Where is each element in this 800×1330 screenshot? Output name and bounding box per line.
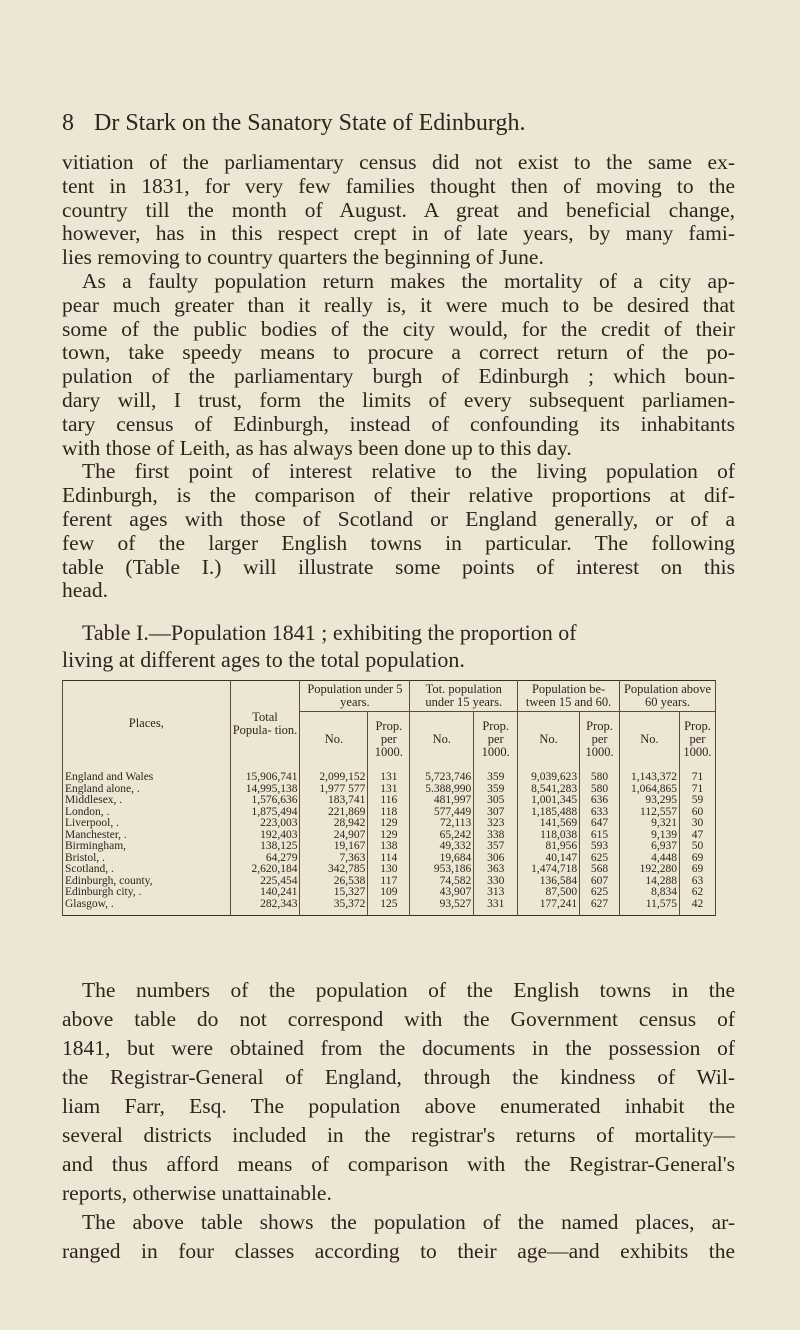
proportion-cell: 60 <box>679 807 715 819</box>
proportion-cell: 359 <box>474 784 518 796</box>
proportion-cell: 129 <box>368 818 410 830</box>
proportion-cell: 568 <box>580 864 620 876</box>
table-row <box>63 818 716 830</box>
number-cell: 1,143,372 <box>620 766 680 784</box>
number-cell: 481,997 <box>410 795 474 807</box>
text-line: above table do not correspond with the Government census of <box>62 1007 735 1031</box>
proportion-cell: 47 <box>679 830 715 842</box>
number-cell: 9,321 <box>620 818 680 830</box>
proportion-cell: 331 <box>474 899 518 916</box>
number-cell: 72,113 <box>410 818 474 830</box>
number-cell: 4,448 <box>620 853 680 865</box>
proportion-cell: 305 <box>474 795 518 807</box>
header-15-to-60: Population be- tween 15 and 60. <box>518 681 620 712</box>
proportion-cell: 625 <box>580 887 620 899</box>
subheader-prop: Prop. per 1000. <box>368 712 410 767</box>
proportion-cell: 636 <box>580 795 620 807</box>
number-cell: 87,500 <box>518 887 580 899</box>
proportion-cell: 330 <box>474 876 518 888</box>
number-cell: 11,575 <box>620 899 680 916</box>
proportion-cell: 306 <box>474 853 518 865</box>
number-cell: 1,875,494 <box>230 807 300 819</box>
subheader-no: No. <box>620 712 680 767</box>
place-name: Liverpool, . <box>63 818 231 830</box>
table-title-line-1: Table I.—Population 1841 ; exhibiting the proportion of <box>82 620 577 645</box>
number-cell: 14,995,138 <box>230 784 300 796</box>
table-row <box>63 864 716 876</box>
text-line: several districts included in the registrar's returns of mortality— <box>62 1123 735 1147</box>
number-cell: 6,937 <box>620 841 680 853</box>
header-total-population: Total Popula- tion. <box>230 681 300 767</box>
text-line: country till the month of August. A great and beneficial change, <box>62 197 735 222</box>
proportion-cell: 125 <box>368 899 410 916</box>
proportion-cell: 313 <box>474 887 518 899</box>
text-line: reports, otherwise unattainable. <box>62 1181 332 1205</box>
proportion-cell: 627 <box>580 899 620 916</box>
number-cell: 136,584 <box>518 876 580 888</box>
header-under-5: Population under 5 years. <box>300 681 410 712</box>
text-line: table (Table I.) will illustrate some points of interest on this <box>62 554 735 579</box>
proportion-cell: 59 <box>679 795 715 807</box>
text-line: head. <box>62 578 108 603</box>
number-cell: 223,003 <box>230 818 300 830</box>
text-line: The above table shows the population of the named places, ar- <box>82 1210 735 1234</box>
text-line: dary will, I trust, form the limits of every subsequent parliamen- <box>62 388 735 412</box>
number-cell: 64,279 <box>230 853 300 865</box>
proportion-cell: 109 <box>368 887 410 899</box>
number-cell: 192,280 <box>620 864 680 876</box>
header-under-15: Tot. population under 15 years. <box>410 681 518 712</box>
proportion-cell: 647 <box>580 818 620 830</box>
proportion-cell: 129 <box>368 830 410 842</box>
subheader-no: No. <box>518 712 580 767</box>
number-cell: 1,977 577 <box>300 784 368 796</box>
table-row <box>63 841 716 853</box>
proportion-cell: 71 <box>679 784 715 796</box>
number-cell: 1,064,865 <box>620 784 680 796</box>
subheader-prop: Prop. per 1000. <box>474 712 518 767</box>
number-cell: 9,039,623 <box>518 766 580 784</box>
number-cell: 81,956 <box>518 841 580 853</box>
proportion-cell: 62 <box>679 887 715 899</box>
number-cell: 1,576,636 <box>230 795 300 807</box>
text-line: Edinburgh, is the comparison of their relative proportions at dif- <box>62 483 735 508</box>
header-above-60: Population above 60 years. <box>620 681 716 712</box>
number-cell: 577,449 <box>410 807 474 819</box>
number-cell: 9,139 <box>620 830 680 842</box>
number-cell: 35,372 <box>300 899 368 916</box>
proportion-cell: 625 <box>580 853 620 865</box>
number-cell: 282,343 <box>230 899 300 916</box>
text-line: pear much greater than it really is, it were much to be desired that <box>62 292 735 317</box>
text-line: The numbers of the population of the English towns in the <box>82 978 735 1002</box>
proportion-cell: 130 <box>368 864 410 876</box>
number-cell: 26,538 <box>300 876 368 888</box>
proportion-cell: 359 <box>474 766 518 784</box>
place-name: Scotland, . <box>63 864 231 876</box>
proportion-cell: 50 <box>679 841 715 853</box>
proportion-cell: 357 <box>474 841 518 853</box>
table-row <box>63 899 716 916</box>
text-line: tary census of Edinburgh, instead of confounding its inhabitants <box>62 411 735 436</box>
proportion-cell: 116 <box>368 795 410 807</box>
running-title: Dr Stark on the Sanatory State of Edinburgh. <box>94 110 526 136</box>
number-cell: 177,241 <box>518 899 580 916</box>
proportion-cell: 30 <box>679 818 715 830</box>
number-cell: 1,001,345 <box>518 795 580 807</box>
proportion-cell: 71 <box>679 766 715 784</box>
proportion-cell: 593 <box>580 841 620 853</box>
proportion-cell: 131 <box>368 766 410 784</box>
text-line: liam Farr, Esq. The population above enumerated inhabit the <box>62 1094 735 1118</box>
population-table <box>62 680 716 916</box>
number-cell: 118,038 <box>518 830 580 842</box>
proportion-cell: 114 <box>368 853 410 865</box>
text-line: The first point of interest relative to the living population of <box>82 459 735 484</box>
proportion-cell: 138 <box>368 841 410 853</box>
text-line: and thus afford means of comparison with the Registrar-General's <box>62 1152 735 1176</box>
proportion-cell: 69 <box>679 853 715 865</box>
place-name: London, . <box>63 807 231 819</box>
number-cell: 140,241 <box>230 887 300 899</box>
text-line: some of the public bodies of the city would, for the credit of their <box>62 316 735 341</box>
proportion-cell: 580 <box>580 784 620 796</box>
place-name: Bristol, . <box>63 853 231 865</box>
place-name: Edinburgh, county, <box>63 876 231 888</box>
text-line: ferent ages with those of Scotland or England generally, or of a <box>62 507 735 531</box>
subheader-no: No. <box>410 712 474 767</box>
number-cell: 1,185,488 <box>518 807 580 819</box>
table-row <box>63 795 716 807</box>
place-name: Manchester, . <box>63 830 231 842</box>
number-cell: 43,907 <box>410 887 474 899</box>
number-cell: 183,741 <box>300 795 368 807</box>
number-cell: 8,834 <box>620 887 680 899</box>
table-row <box>63 887 716 899</box>
number-cell: 5.388,990 <box>410 784 474 796</box>
number-cell: 138,125 <box>230 841 300 853</box>
number-cell: 40,147 <box>518 853 580 865</box>
text-line: with those of Leith, as has always been done up to this day. <box>62 435 572 460</box>
number-cell: 342,785 <box>300 864 368 876</box>
text-line: the Registrar-General of England, through the kindness of Wil- <box>62 1065 735 1089</box>
place-name: Glasgow, . <box>63 899 231 916</box>
text-line: lies removing to country quarters the beginning of June. <box>62 245 544 270</box>
number-cell: 7,363 <box>300 853 368 865</box>
number-cell: 192,403 <box>230 830 300 842</box>
table-title-line-2: living at different ages to the total population. <box>62 647 465 672</box>
proportion-cell: 118 <box>368 807 410 819</box>
subheader-no: No. <box>300 712 368 767</box>
text-line: 1841, but were obtained from the documents in the possession of <box>62 1036 735 1060</box>
text-line: ranged in four classes according to their age—and exhibits the <box>62 1239 735 1263</box>
number-cell: 93,295 <box>620 795 680 807</box>
number-cell: 19,167 <box>300 841 368 853</box>
number-cell: 221,869 <box>300 807 368 819</box>
page-header <box>62 110 738 140</box>
proportion-cell: 633 <box>580 807 620 819</box>
number-cell: 8,541,283 <box>518 784 580 796</box>
place-name: Edinburgh city, . <box>63 887 231 899</box>
proportion-cell: 323 <box>474 818 518 830</box>
text-line: vitiation of the parliamentary census did not exist to the same ex- <box>62 150 735 174</box>
proportion-cell: 63 <box>679 876 715 888</box>
place-name: England and Wales <box>63 766 231 784</box>
number-cell: 112,557 <box>620 807 680 819</box>
number-cell: 74,582 <box>410 876 474 888</box>
page-number: 8 <box>62 110 74 136</box>
number-cell: 24,907 <box>300 830 368 842</box>
proportion-cell: 363 <box>474 864 518 876</box>
number-cell: 1,474,718 <box>518 864 580 876</box>
number-cell: 15,327 <box>300 887 368 899</box>
text-line: pulation of the parliamentary burgh of Edinburgh ; which boun- <box>62 364 735 389</box>
subheader-prop: Prop. per 1000. <box>580 712 620 767</box>
proportion-cell: 580 <box>580 766 620 784</box>
text-line: few of the larger English towns in particular. The following <box>62 530 735 555</box>
place-name: Middlesex, . <box>63 795 231 807</box>
number-cell: 15,906,741 <box>230 766 300 784</box>
number-cell: 141,569 <box>518 818 580 830</box>
place-name: Birmingham, <box>63 841 231 853</box>
number-cell: 49,332 <box>410 841 474 853</box>
subheader-prop: Prop. per 1000. <box>679 712 715 767</box>
proportion-cell: 42 <box>679 899 715 916</box>
text-line: town, take speedy means to procure a correct return of the po- <box>62 340 735 365</box>
number-cell: 2,099,152 <box>300 766 368 784</box>
number-cell: 953,186 <box>410 864 474 876</box>
proportion-cell: 307 <box>474 807 518 819</box>
table-row <box>63 766 716 784</box>
proportion-cell: 117 <box>368 876 410 888</box>
number-cell: 65,242 <box>410 830 474 842</box>
number-cell: 225,454 <box>230 876 300 888</box>
number-cell: 19,684 <box>410 853 474 865</box>
number-cell: 28,942 <box>300 818 368 830</box>
proportion-cell: 131 <box>368 784 410 796</box>
header-places: Places, <box>63 681 231 767</box>
proportion-cell: 69 <box>679 864 715 876</box>
number-cell: 2,620,184 <box>230 864 300 876</box>
number-cell: 5,723,746 <box>410 766 474 784</box>
number-cell: 93,527 <box>410 899 474 916</box>
proportion-cell: 615 <box>580 830 620 842</box>
text-line: however, has in this respect crept in of late years, by many fami- <box>62 221 735 246</box>
text-line: As a faulty population return makes the mortality of a city ap- <box>82 269 735 293</box>
proportion-cell: 607 <box>580 876 620 888</box>
place-name: England alone, . <box>63 784 231 796</box>
text-line: tent in 1831, for very few families thought then of moving to the <box>62 173 735 198</box>
proportion-cell: 338 <box>474 830 518 842</box>
number-cell: 14,288 <box>620 876 680 888</box>
